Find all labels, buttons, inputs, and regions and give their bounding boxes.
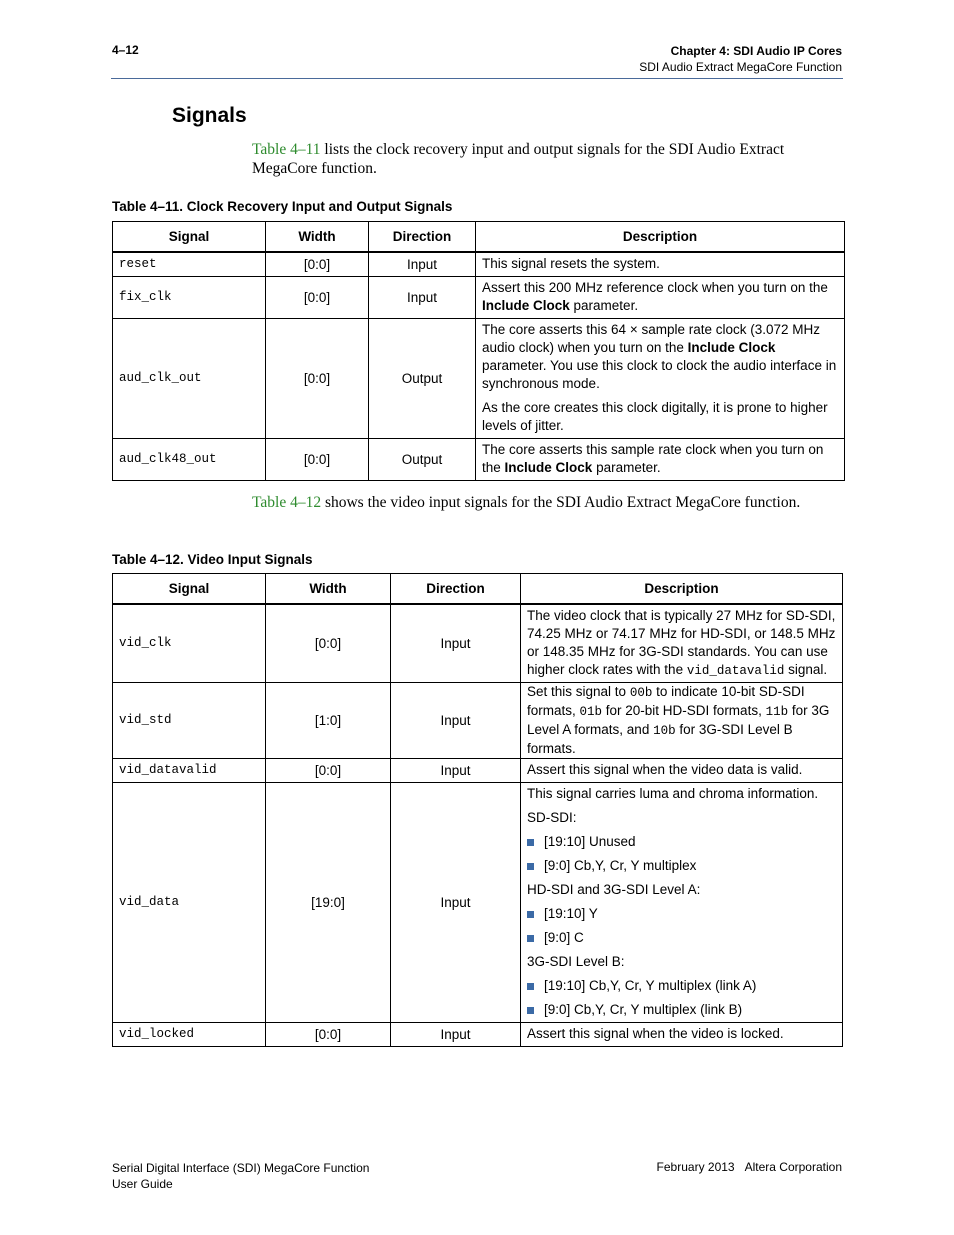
list-item: [9:0] Cb,Y, Cr, Y multiplex (link B) bbox=[527, 1001, 836, 1019]
footer-doc-title: Serial Digital Interface (SDI) MegaCore Function bbox=[112, 1161, 370, 1175]
video-text: shows the video input signals for the SDI Audio Extract MegaCore function. bbox=[321, 494, 801, 511]
col-description: Description bbox=[476, 222, 845, 253]
col-direction: Direction bbox=[391, 574, 521, 605]
video-paragraph bbox=[252, 493, 844, 512]
table-4-11-link[interactable]: Table 4–11 bbox=[252, 141, 321, 158]
signal-direction: Input bbox=[391, 604, 521, 682]
signal-name: fix_clk bbox=[113, 276, 266, 318]
intro-text: lists the clock recovery input and output signals for the SDI Audio Extract MegaCore function. bbox=[252, 141, 785, 177]
signal-direction: Input bbox=[391, 782, 521, 1022]
table-row bbox=[113, 438, 845, 480]
running-header bbox=[639, 43, 842, 75]
signal-width: [0:0] bbox=[266, 1022, 391, 1046]
footer-left bbox=[112, 1160, 369, 1192]
table-header-row bbox=[113, 574, 843, 605]
page-number: 4–12 bbox=[112, 43, 139, 57]
list-item: [9:0] C bbox=[527, 929, 836, 947]
list-item: [19:10] Cb,Y, Cr, Y multiplex (link A) bbox=[527, 977, 836, 995]
header-rule bbox=[111, 78, 843, 79]
table-row bbox=[113, 604, 843, 682]
col-signal: Signal bbox=[113, 574, 266, 605]
chapter-title: Chapter 4: SDI Audio IP Cores bbox=[670, 44, 842, 58]
signal-width: [0:0] bbox=[266, 438, 369, 480]
signal-direction: Input bbox=[369, 276, 476, 318]
col-width: Width bbox=[266, 574, 391, 605]
signal-direction: Input bbox=[391, 1022, 521, 1046]
signal-width: [0:0] bbox=[266, 276, 369, 318]
table-row bbox=[113, 758, 843, 782]
table-row bbox=[113, 276, 845, 318]
signal-direction: Input bbox=[369, 252, 476, 276]
signal-width: [1:0] bbox=[266, 682, 391, 758]
bullet-icon bbox=[527, 983, 534, 990]
signal-description: The core asserts this 64 × sample rate clock (3.072 MHz audio clock) when you turn on the Include Clock parameter. You use this clock to clock the audio interface in synchronous mode. As the core creates this clock digitally, it is prone to higher levels of jitter. bbox=[476, 318, 845, 438]
signal-direction: Output bbox=[369, 318, 476, 438]
clock-recovery-table bbox=[112, 221, 845, 481]
footer-date: February 2013 bbox=[656, 1160, 735, 1174]
bullet-icon bbox=[527, 839, 534, 846]
section-heading: Signals bbox=[172, 104, 247, 127]
table-row bbox=[113, 782, 843, 1022]
list-item: [9:0] Cb,Y, Cr, Y multiplex bbox=[527, 857, 836, 875]
footer-doc-subtitle: User Guide bbox=[112, 1177, 173, 1191]
signal-description: This signal resets the system. bbox=[476, 252, 845, 276]
signal-description: Assert this signal when the video data is valid. bbox=[521, 758, 843, 782]
bullet-icon bbox=[527, 863, 534, 870]
footer-company: Altera Corporation bbox=[744, 1160, 842, 1174]
signal-description: This signal carries luma and chroma information. SD-SDI: [19:10] Unused [9:0] Cb,Y, Cr, Y multiplex HD-SDI and 3G-SDI Level A: [19:10] Y [9:0] C 3G-SDI Level B: [19:10] Cb,Y, Cr, Y multiplex (link A) [9:0] Cb,Y, Cr, Y multiplex (link B) bbox=[521, 782, 843, 1022]
section-title: SDI Audio Extract MegaCore Function bbox=[639, 60, 842, 74]
signal-name: vid_datavalid bbox=[113, 758, 266, 782]
col-width: Width bbox=[266, 222, 369, 253]
video-input-table bbox=[112, 573, 843, 1047]
table-4-12-caption: Table 4–12. Video Input Signals bbox=[112, 552, 313, 567]
col-description: Description bbox=[521, 574, 843, 605]
signal-name: aud_clk_out bbox=[113, 318, 266, 438]
signal-description: The video clock that is typically 27 MHz for SD-SDI, 74.25 MHz or 74.17 MHz for HD-SDI, or 148.5 MHz or 148.35 MHz for 3G-SDI standards. You can use higher clock rates with the vid_datavalid signal. bbox=[521, 604, 843, 682]
footer-right bbox=[657, 1160, 842, 1174]
signal-width: [0:0] bbox=[266, 604, 391, 682]
signal-width: [0:0] bbox=[266, 318, 369, 438]
table-row bbox=[113, 318, 845, 438]
signal-width: [0:0] bbox=[266, 758, 391, 782]
signal-description: Assert this 200 MHz reference clock when you turn on the Include Clock parameter. bbox=[476, 276, 845, 318]
list-item: [19:10] Y bbox=[527, 905, 836, 923]
signal-width: [0:0] bbox=[266, 252, 369, 276]
col-direction: Direction bbox=[369, 222, 476, 253]
signal-name: vid_clk bbox=[113, 604, 266, 682]
signal-name: reset bbox=[113, 252, 266, 276]
table-header-row bbox=[113, 222, 845, 253]
bullet-icon bbox=[527, 911, 534, 918]
intro-paragraph bbox=[252, 140, 844, 178]
signal-direction: Output bbox=[369, 438, 476, 480]
signal-direction: Input bbox=[391, 758, 521, 782]
table-4-12-link[interactable]: Table 4–12 bbox=[252, 494, 322, 511]
list-item: [19:10] Unused bbox=[527, 833, 836, 851]
signal-width: [19:0] bbox=[266, 782, 391, 1022]
signal-direction: Input bbox=[391, 682, 521, 758]
signal-description: The core asserts this sample rate clock when you turn on the Include Clock parameter. bbox=[476, 438, 845, 480]
col-signal: Signal bbox=[113, 222, 266, 253]
table-row bbox=[113, 1022, 843, 1046]
signal-name: vid_std bbox=[113, 682, 266, 758]
bullet-icon bbox=[527, 935, 534, 942]
signal-name: vid_data bbox=[113, 782, 266, 1022]
signal-name: vid_locked bbox=[113, 1022, 266, 1046]
signal-description: Assert this signal when the video is locked. bbox=[521, 1022, 843, 1046]
signal-name: aud_clk48_out bbox=[113, 438, 266, 480]
table-row bbox=[113, 682, 843, 758]
bullet-icon bbox=[527, 1007, 534, 1014]
table-4-11-caption: Table 4–11. Clock Recovery Input and Output Signals bbox=[112, 199, 453, 214]
signal-description: Set this signal to 00b to indicate 10-bit SD-SDI formats, 01b for 20-bit HD-SDI formats, 11b for 3G Level A formats, and 10b for 3G-SDI Level B formats. bbox=[521, 682, 843, 758]
table-row bbox=[113, 252, 845, 276]
